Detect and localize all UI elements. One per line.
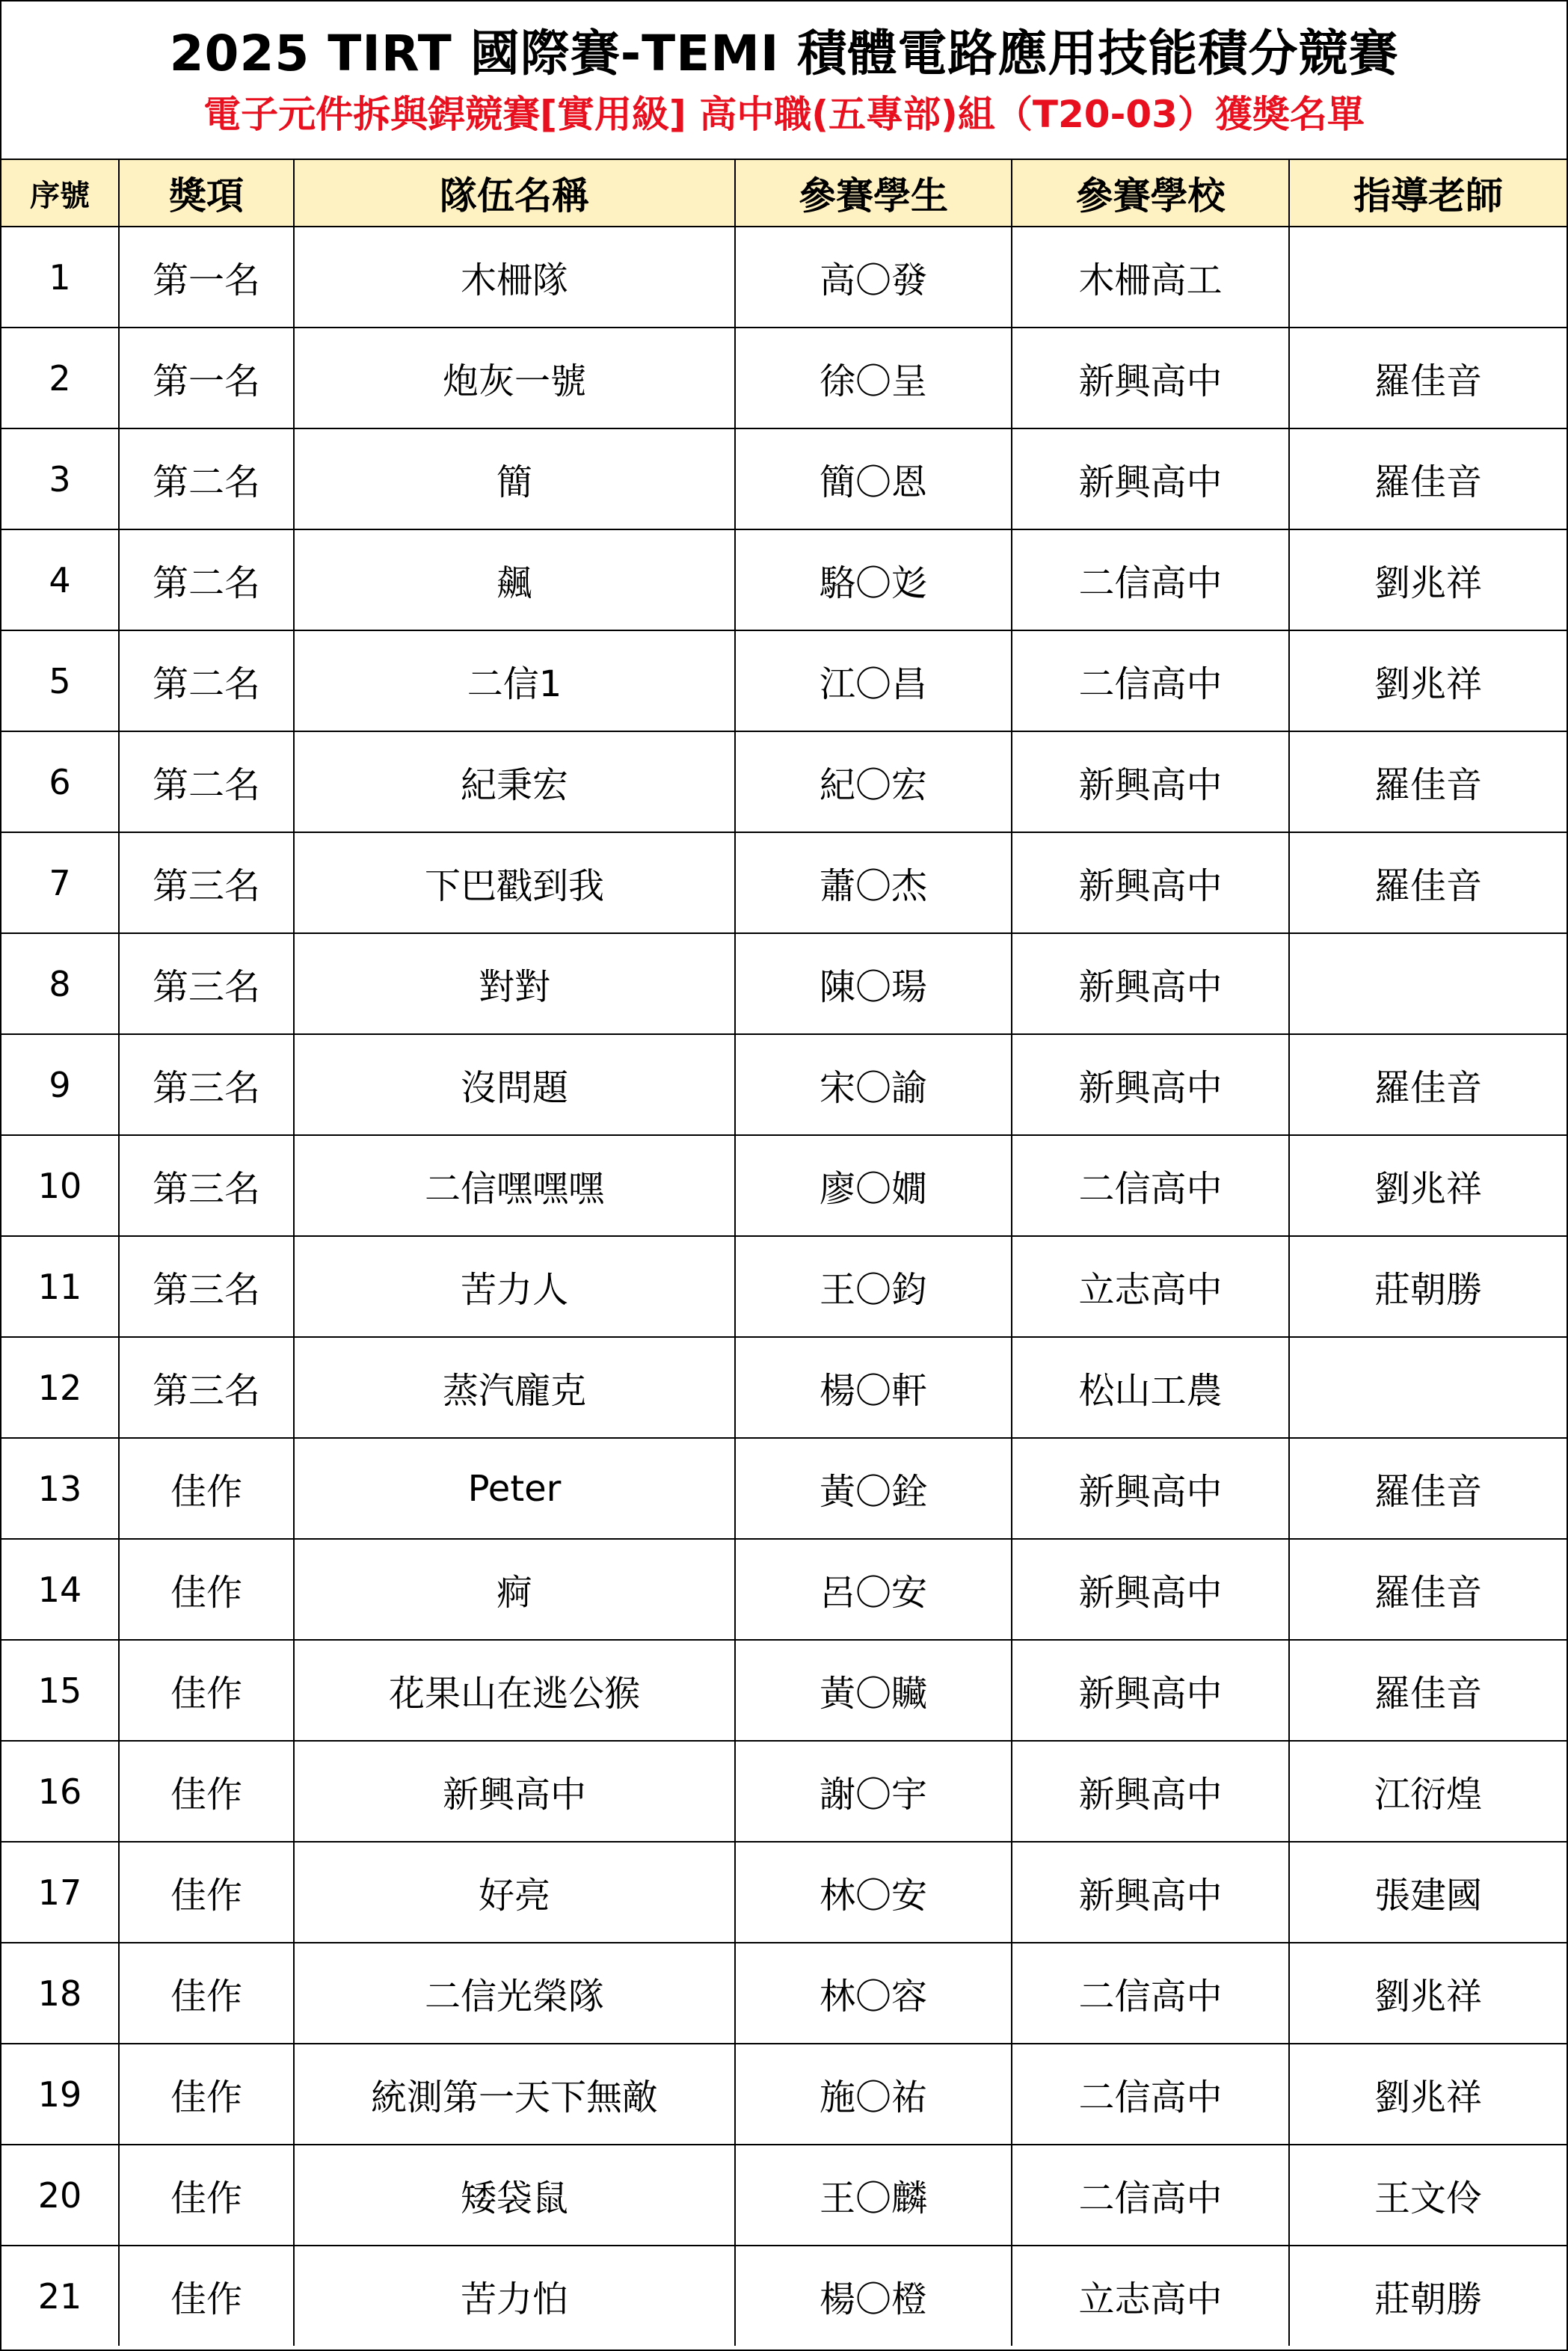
student-cell: 呂〇安 (735, 1539, 1012, 1640)
student-cell: 江〇昌 (735, 630, 1012, 731)
award-cell: 第三名 (119, 933, 294, 1034)
team-name-cell: 沒問題 (294, 1034, 735, 1135)
student-cell: 王〇麟 (735, 2145, 1012, 2246)
school-cell: 二信高中 (1012, 630, 1289, 731)
award-cell: 第二名 (119, 529, 294, 630)
column-header-index: 序號 (1, 160, 119, 227)
table-row (1, 529, 1567, 630)
row-index: 2 (1, 328, 119, 428)
title-block (1, 1, 1567, 160)
teacher-cell: 羅佳音 (1289, 1438, 1567, 1539)
award-cell: 佳作 (119, 1438, 294, 1539)
header-row (1, 160, 1567, 227)
teacher-cell: 張建國 (1289, 1842, 1567, 1943)
row-index: 11 (1, 1236, 119, 1337)
team-name-cell: 新興高中 (294, 1741, 735, 1842)
team-name-cell: 紀秉宏 (294, 731, 735, 832)
teacher-cell: 羅佳音 (1289, 1539, 1567, 1640)
column-header-award: 獎項 (119, 160, 294, 227)
table-row (1, 731, 1567, 832)
student-cell: 謝〇宇 (735, 1741, 1012, 1842)
award-cell: 佳作 (119, 1640, 294, 1741)
row-index: 17 (1, 1842, 119, 1943)
table-row (1, 1640, 1567, 1741)
student-cell: 簡〇恩 (735, 428, 1012, 529)
team-name-cell: 矮袋鼠 (294, 2145, 735, 2246)
table-row (1, 1438, 1567, 1539)
table-row (1, 2145, 1567, 2246)
teacher-cell: 羅佳音 (1289, 1034, 1567, 1135)
team-name-cell: 蒸汽龐克 (294, 1337, 735, 1438)
table-row (1, 428, 1567, 529)
table-row (1, 227, 1567, 328)
student-cell: 廖〇嫺 (735, 1135, 1012, 1236)
school-cell: 二信高中 (1012, 2044, 1289, 2145)
school-cell: 新興高中 (1012, 933, 1289, 1034)
award-cell: 佳作 (119, 2145, 294, 2246)
row-index: 7 (1, 832, 119, 933)
student-cell: 宋〇諭 (735, 1034, 1012, 1135)
teacher-cell: 劉兆祥 (1289, 2044, 1567, 2145)
school-cell: 二信高中 (1012, 2145, 1289, 2246)
table-row (1, 1741, 1567, 1842)
award-cell: 第二名 (119, 428, 294, 529)
row-index: 3 (1, 428, 119, 529)
student-cell: 林〇安 (735, 1842, 1012, 1943)
teacher-cell: 羅佳音 (1289, 328, 1567, 428)
row-index: 4 (1, 529, 119, 630)
award-cell: 第二名 (119, 630, 294, 731)
school-cell: 松山工農 (1012, 1337, 1289, 1438)
table-row (1, 1236, 1567, 1337)
award-cell: 佳作 (119, 2246, 294, 2346)
award-cell: 第三名 (119, 1135, 294, 1236)
table-row (1, 1337, 1567, 1438)
school-cell: 新興高中 (1012, 1034, 1289, 1135)
award-cell: 佳作 (119, 1943, 294, 2044)
column-header-student: 參賽學生 (735, 160, 1012, 227)
student-cell: 黃〇銓 (735, 1438, 1012, 1539)
teacher-cell: 莊朝勝 (1289, 1236, 1567, 1337)
school-cell: 新興高中 (1012, 1741, 1289, 1842)
team-name-cell: 飆 (294, 529, 735, 630)
row-index: 12 (1, 1337, 119, 1438)
school-cell: 新興高中 (1012, 832, 1289, 933)
row-index: 5 (1, 630, 119, 731)
award-cell: 第三名 (119, 1337, 294, 1438)
team-name-cell: 二信嘿嘿嘿 (294, 1135, 735, 1236)
school-cell: 新興高中 (1012, 1539, 1289, 1640)
team-name-cell: 統測第一天下無敵 (294, 2044, 735, 2145)
school-cell: 新興高中 (1012, 1842, 1289, 1943)
student-cell: 蕭〇杰 (735, 832, 1012, 933)
award-cell: 佳作 (119, 2044, 294, 2145)
row-index: 20 (1, 2145, 119, 2246)
student-cell: 黃〇贜 (735, 1640, 1012, 1741)
award-cell: 佳作 (119, 1741, 294, 1842)
school-cell: 新興高中 (1012, 428, 1289, 529)
column-header-team: 隊伍名稱 (294, 160, 735, 227)
table-row (1, 1943, 1567, 2044)
page-title: 2025 TIRT 國際賽-TEMI 積體電路應用技能積分競賽 (169, 25, 1399, 82)
teacher-cell: 劉兆祥 (1289, 529, 1567, 630)
row-index: 10 (1, 1135, 119, 1236)
award-cell: 第二名 (119, 731, 294, 832)
award-cell: 第一名 (119, 227, 294, 328)
table-row (1, 2246, 1567, 2346)
student-cell: 楊〇橙 (735, 2246, 1012, 2346)
page-subtitle: 電子元件拆與銲競賽[實用級] 高中職(五專部)組（T20-03）獲獎名單 (203, 93, 1365, 136)
teacher-cell: 劉兆祥 (1289, 1135, 1567, 1236)
team-name-cell: 對對 (294, 933, 735, 1034)
team-name-cell: 炮灰一號 (294, 328, 735, 428)
school-cell: 新興高中 (1012, 328, 1289, 428)
table-row (1, 1842, 1567, 1943)
award-cell: 佳作 (119, 1842, 294, 1943)
team-name-cell: 好亮 (294, 1842, 735, 1943)
teacher-cell (1289, 933, 1567, 1034)
table-row (1, 933, 1567, 1034)
table-row (1, 1539, 1567, 1640)
teacher-cell: 江衍煌 (1289, 1741, 1567, 1842)
table-row (1, 328, 1567, 428)
student-cell: 陳〇瑒 (735, 933, 1012, 1034)
school-cell: 二信高中 (1012, 1943, 1289, 2044)
team-name-cell: 木柵隊 (294, 227, 735, 328)
table-header (1, 160, 1567, 227)
student-cell: 高〇發 (735, 227, 1012, 328)
column-header-teacher: 指導老師 (1289, 160, 1567, 227)
award-cell: 第一名 (119, 328, 294, 428)
student-cell: 駱〇彣 (735, 529, 1012, 630)
team-name-cell: 二信1 (294, 630, 735, 731)
row-index: 9 (1, 1034, 119, 1135)
student-cell: 楊〇軒 (735, 1337, 1012, 1438)
row-index: 13 (1, 1438, 119, 1539)
student-cell: 施〇祐 (735, 2044, 1012, 2145)
row-index: 15 (1, 1640, 119, 1741)
school-cell: 二信高中 (1012, 1135, 1289, 1236)
school-cell: 新興高中 (1012, 1438, 1289, 1539)
award-cell: 第三名 (119, 1034, 294, 1135)
teacher-cell: 劉兆祥 (1289, 630, 1567, 731)
teacher-cell: 劉兆祥 (1289, 1943, 1567, 2044)
teacher-cell: 羅佳音 (1289, 428, 1567, 529)
team-name-cell: 下巴戳到我 (294, 832, 735, 933)
school-cell: 立志高中 (1012, 2246, 1289, 2346)
table-row (1, 630, 1567, 731)
team-name-cell: 簡 (294, 428, 735, 529)
teacher-cell: 羅佳音 (1289, 1640, 1567, 1741)
column-header-school: 參賽學校 (1012, 160, 1289, 227)
student-cell: 林〇容 (735, 1943, 1012, 2044)
school-cell: 新興高中 (1012, 731, 1289, 832)
award-cell: 第三名 (119, 1236, 294, 1337)
school-cell: 立志高中 (1012, 1236, 1289, 1337)
team-name-cell: 苦力怕 (294, 2246, 735, 2346)
row-index: 14 (1, 1539, 119, 1640)
school-cell: 木柵高工 (1012, 227, 1289, 328)
team-name-cell: 苦力人 (294, 1236, 735, 1337)
team-name-cell: Peter (294, 1438, 735, 1539)
table-row (1, 2044, 1567, 2145)
table-row (1, 1135, 1567, 1236)
school-cell: 新興高中 (1012, 1640, 1289, 1741)
teacher-cell: 莊朝勝 (1289, 2246, 1567, 2346)
teacher-cell (1289, 1337, 1567, 1438)
table-row (1, 1034, 1567, 1135)
student-cell: 王〇鈞 (735, 1236, 1012, 1337)
table-body (1, 227, 1567, 2346)
row-index: 1 (1, 227, 119, 328)
table-row (1, 832, 1567, 933)
award-cell: 佳作 (119, 1539, 294, 1640)
teacher-cell: 王文伶 (1289, 2145, 1567, 2246)
student-cell: 徐〇呈 (735, 328, 1012, 428)
row-index: 16 (1, 1741, 119, 1842)
team-name-cell: 二信光榮隊 (294, 1943, 735, 2044)
row-index: 21 (1, 2246, 119, 2346)
row-index: 8 (1, 933, 119, 1034)
teacher-cell (1289, 227, 1567, 328)
teacher-cell: 羅佳音 (1289, 731, 1567, 832)
student-cell: 紀〇宏 (735, 731, 1012, 832)
school-cell: 二信高中 (1012, 529, 1289, 630)
team-name-cell: 花果山在逃公猴 (294, 1640, 735, 1741)
row-index: 6 (1, 731, 119, 832)
row-index: 19 (1, 2044, 119, 2145)
teacher-cell: 羅佳音 (1289, 832, 1567, 933)
award-table (1, 160, 1567, 2346)
team-name-cell: 痾 (294, 1539, 735, 1640)
row-index: 18 (1, 1943, 119, 2044)
award-cell: 第三名 (119, 832, 294, 933)
